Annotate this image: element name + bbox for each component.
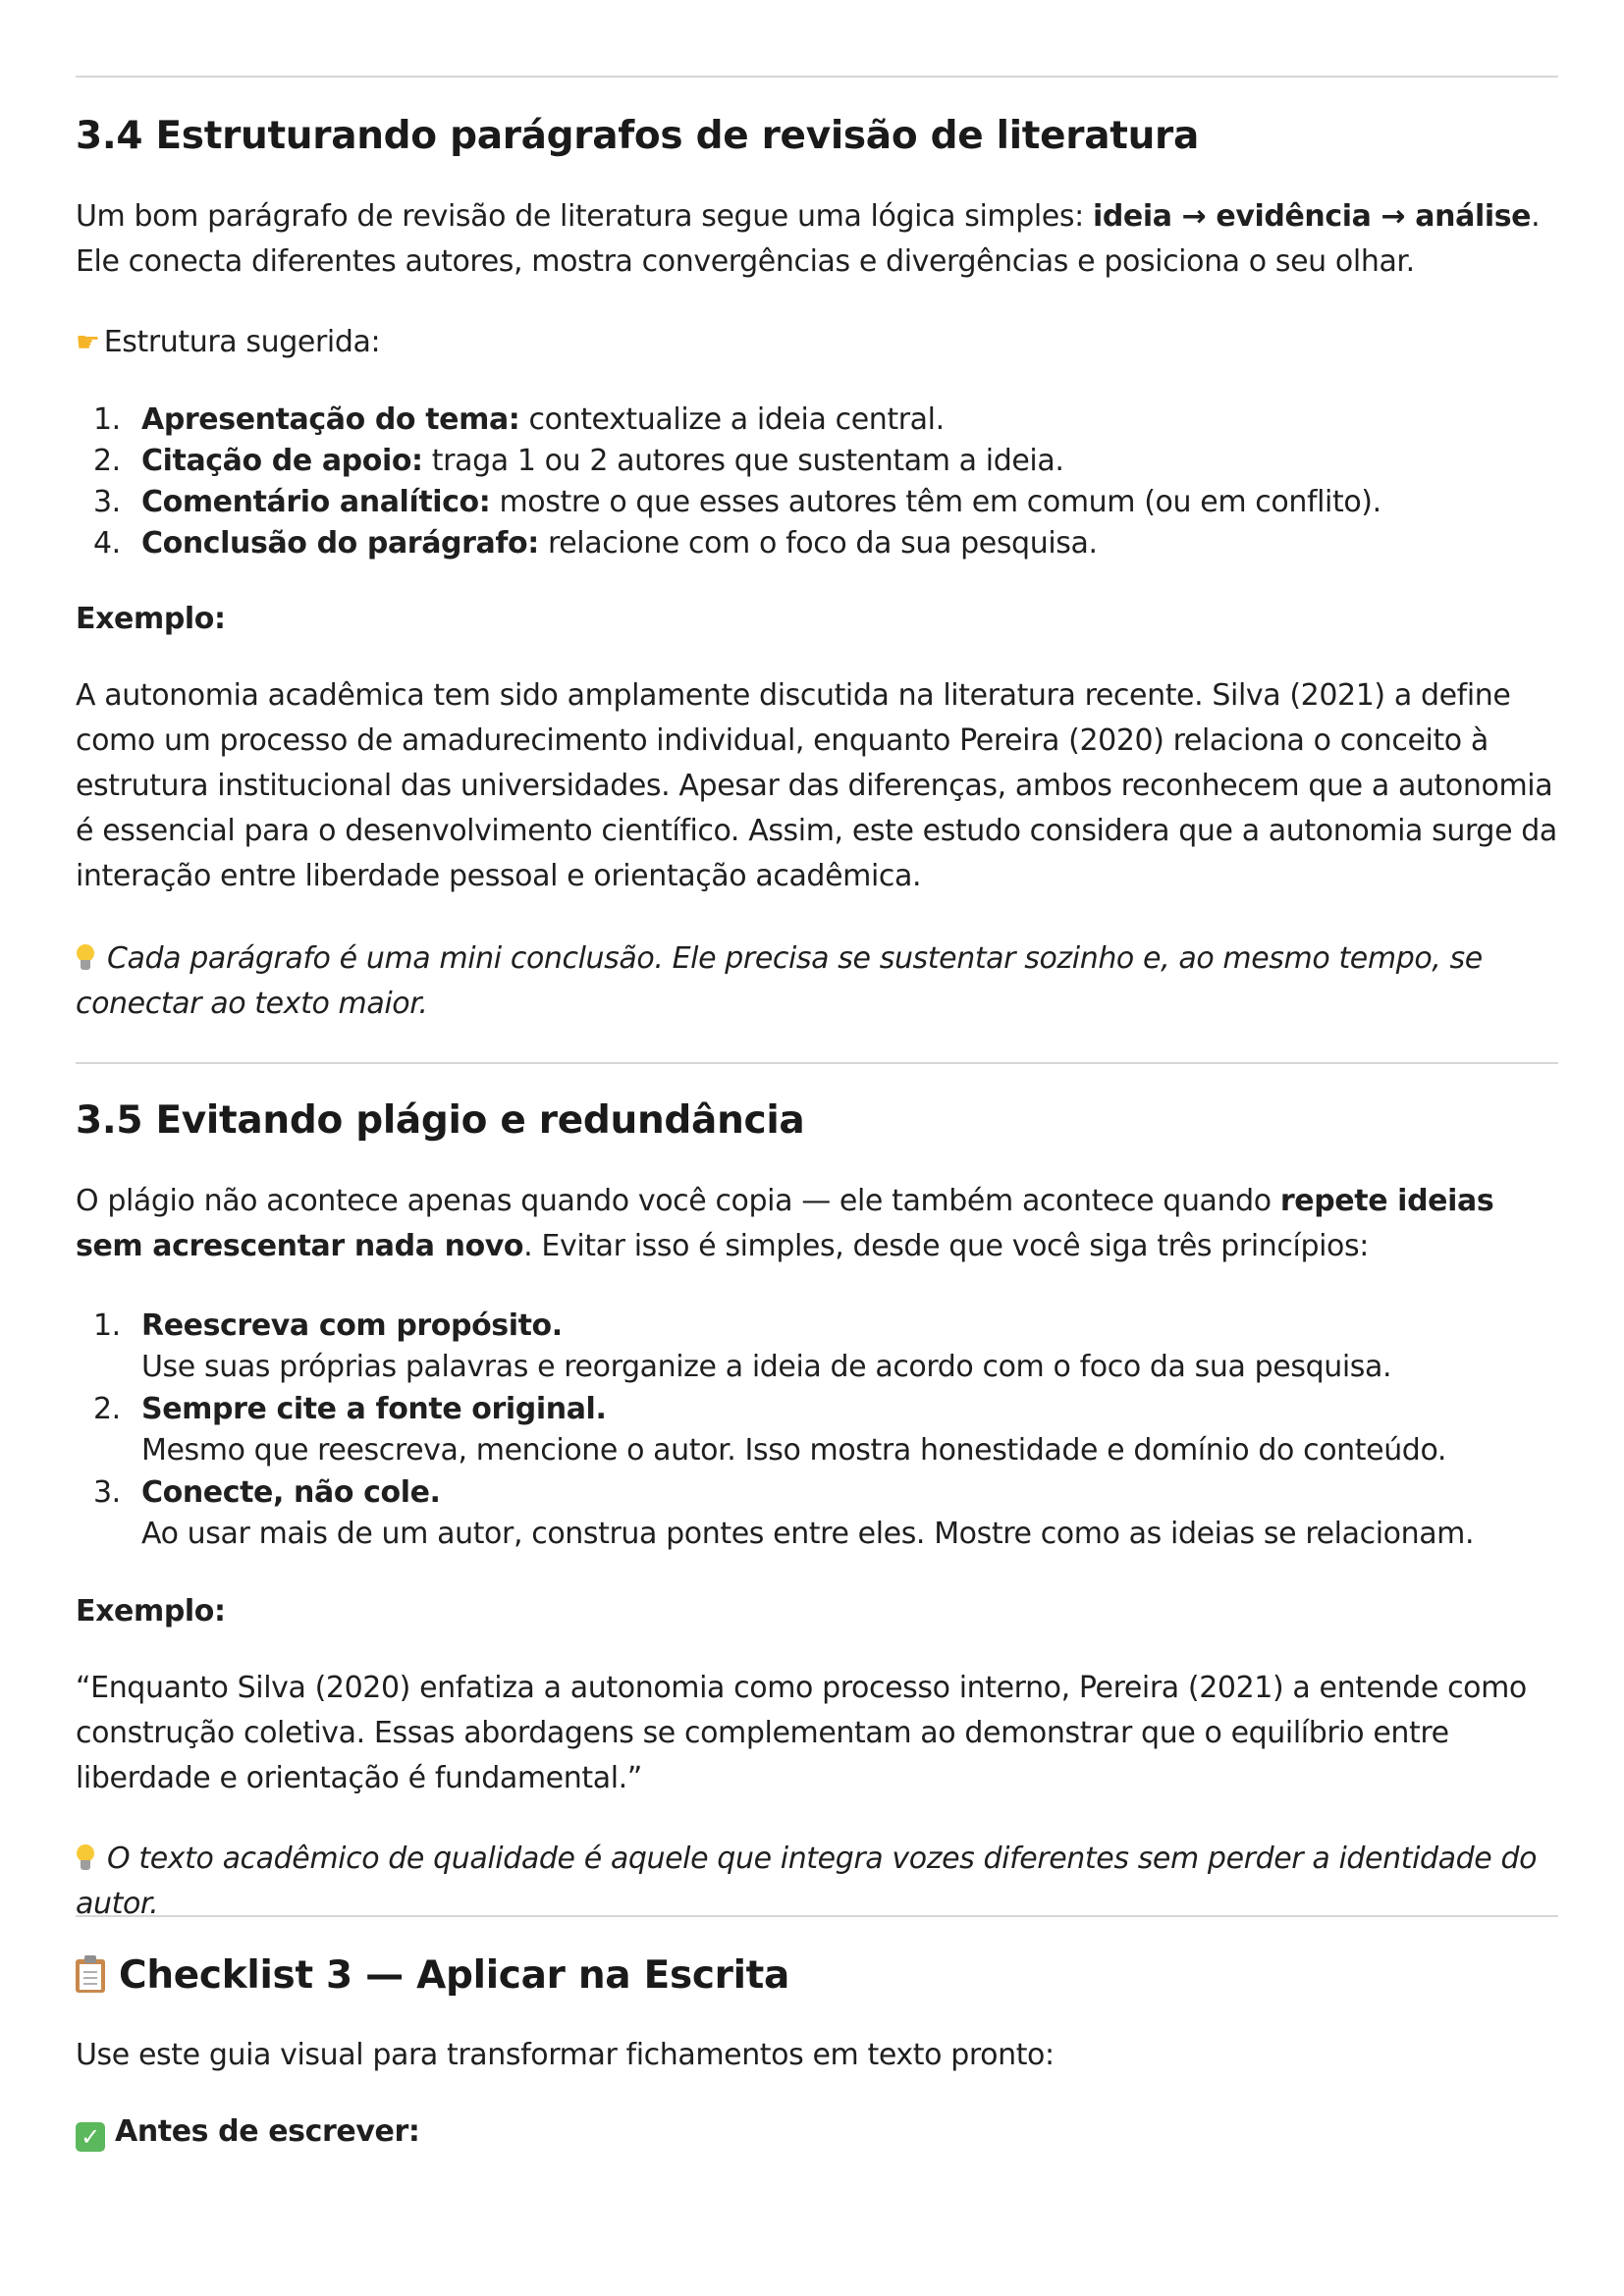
intro-text-end: . Evitar isso é simples, desde que você siga três princípios: [523, 1229, 1369, 1263]
step-label: Conclusão do parágrafo: [141, 526, 539, 561]
intro-emphasis: ideia → evidência → análise [1092, 199, 1532, 234]
principle-text: Use suas próprias palavras e reorganize a ideia de acordo com o foco da sua pesquisa. [141, 1350, 1392, 1384]
tip-note [76, 1837, 1558, 1927]
step-label: Citação de apoio: [141, 444, 423, 478]
example-label-text: Exemplo: [76, 1594, 226, 1629]
checklist-intro: Use este guia visual para transformar fichamentos em texto pronto: [76, 2038, 1055, 2072]
tip-text: Cada parágrafo é uma mini conclusão. Ele precisa se sustentar sozinho e, ao mesmo tempo, se conectar ao texto maior. [76, 941, 1483, 1021]
section-heading-3-4: 3.4 Estruturando parágrafos de revisão de literatura [76, 114, 1199, 158]
divider [76, 76, 1558, 78]
check-mark-button-icon: ✓ [76, 2122, 105, 2152]
intro-emphasis: repete ideias sem acrescentar nada novo [76, 1184, 1494, 1263]
list-number: 1. [93, 1308, 121, 1343]
structure-steps-list [76, 400, 1558, 564]
step-text: contextualize a ideia central. [519, 402, 945, 437]
lightbulb-icon [76, 1844, 95, 1872]
list-item [76, 1389, 1558, 1471]
principle-label: Conecte, não cole. [141, 1475, 441, 1510]
list-item [76, 1306, 1558, 1388]
divider [76, 1062, 1558, 1064]
intro-text-end: . Ele conecta diferentes autores, mostra convergências e divergências e posiciona o seu olhar. [76, 199, 1541, 279]
intro-text: O plágio não acontece apenas quando você copia — ele também acontece quando [76, 1184, 1280, 1218]
intro-text: Um bom parágrafo de revisão de literatura segue uma lógica simples: [76, 199, 1093, 234]
structure-label-text: Estrutura sugerida: [103, 325, 381, 359]
pointing-hand-icon: ☛ [76, 326, 100, 358]
section-heading-3-5: 3.5 Evitando plágio e redundância [76, 1098, 805, 1143]
principle-text: Ao usar mais de um autor, construa pontes entre eles. Mostre como as ideias se relacionam. [141, 1517, 1475, 1551]
example-paragraph: “Enquanto Silva (2020) enfatiza a autonomia como processo interno, Pereira (2021) a entende como construção coletiva. Essas abordagens se complementam ao demonstrar que o equilíbrio entre liberdade e orientação é fundamental.” [76, 1671, 1527, 1795]
list-number: 3. [93, 485, 121, 519]
tip-note [76, 936, 1558, 1027]
step-label: Comentário analítico: [141, 485, 491, 519]
step-label: Apresentação do tema: [141, 402, 520, 437]
checklist-heading [76, 1952, 1558, 2000]
list-number: 3. [93, 1475, 121, 1510]
principle-label: Sempre cite a fonte original. [141, 1392, 607, 1426]
example-label [76, 1589, 1558, 1634]
checklist-title: Checklist 3 — Aplicar na Escrita [119, 1953, 790, 1998]
divider [76, 1915, 1558, 1917]
list-number: 1. [93, 402, 121, 437]
clipboard-icon [76, 1955, 105, 1993]
list-item [76, 441, 1558, 482]
structure-label [76, 320, 1558, 365]
list-item [76, 523, 1558, 564]
principle-label: Reescreva com propósito. [141, 1308, 563, 1343]
list-item [76, 1472, 1558, 1555]
step-text: mostre o que esses autores têm em comum (ou em conflito). [490, 485, 1381, 519]
example-paragraph: A autonomia acadêmica tem sido amplamente discutida na literatura recente. Silva (2021) a define como um processo de amadurecimento individual, enquanto Pereira (2020) relaciona o conceito à estrutura institucional das universidades. Apesar das diferenças, ambos reconhecem que a autonomia é essencial para o desenvolvimento científico. Assim, este estudo considera que a autonomia surge da interação entre liberdade pessoal e orientação acadêmica. [76, 678, 1557, 893]
list-number: 2. [93, 1392, 121, 1426]
tip-text: O texto acadêmico de qualidade é aquele que integra vozes diferentes sem perder a identidade do autor. [76, 1842, 1538, 1921]
list-item [76, 482, 1558, 523]
before-label-text: Antes de escrever: [115, 2114, 420, 2149]
before-writing-label [76, 2109, 1558, 2155]
list-item [76, 400, 1558, 441]
step-text: traga 1 ou 2 autores que sustentam a ideia. [422, 444, 1064, 478]
principle-text: Mesmo que reescreva, mencione o autor. Isso mostra honestidade e domínio do conteúdo. [141, 1433, 1447, 1468]
principles-list [76, 1306, 1558, 1555]
lightbulb-icon [76, 944, 95, 972]
list-number: 2. [93, 444, 121, 478]
list-number: 4. [93, 526, 121, 561]
example-label-text: Exemplo: [76, 602, 226, 636]
section-3-4-intro [76, 194, 1558, 285]
step-text: relacione com o foco da sua pesquisa. [538, 526, 1098, 561]
example-label [76, 597, 1558, 642]
section-3-5-intro [76, 1179, 1558, 1269]
